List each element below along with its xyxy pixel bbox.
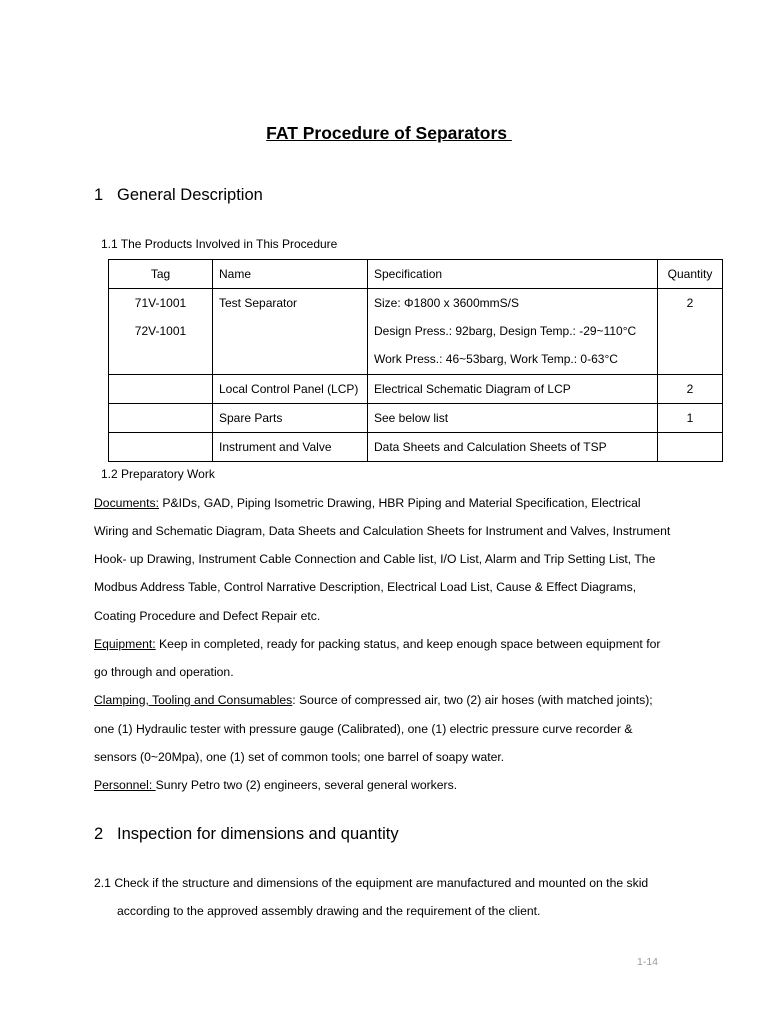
clamping-paragraph-line: one (1) Hydraulic tester with pressure gauge (Calibrated), one (1) electric pressure curve recorder & bbox=[94, 722, 633, 736]
clamping-paragraph-line: sensors (0~20Mpa), one (1) set of common tools; one barrel of soapy water. bbox=[94, 750, 505, 764]
documents-paragraph-line: Hook- up Drawing, Instrument Cable Connection and Cable list, I/O List, Alarm and Trip Setting List, The bbox=[94, 552, 656, 566]
name-value: Test Separator bbox=[219, 296, 298, 310]
table-header-row bbox=[109, 260, 723, 289]
section-title: Inspection for dimensions and quantity bbox=[117, 825, 399, 843]
subsection-1-2-heading: 1.2 Preparatory Work bbox=[101, 467, 215, 481]
header-quantity: Quantity bbox=[658, 260, 723, 289]
products-table bbox=[108, 259, 723, 462]
table-row bbox=[109, 433, 723, 462]
specification-cell bbox=[368, 289, 658, 375]
name-cell: Instrument and Valve bbox=[213, 433, 368, 462]
quantity-cell: 1 bbox=[658, 404, 723, 433]
equipment-text: Keep in completed, ready for packing status, and keep enough space between equipment for bbox=[155, 637, 661, 651]
subsection-2-1-line: according to the approved assembly drawing and the requirement of the client. bbox=[117, 904, 541, 918]
quantity-cell bbox=[658, 289, 723, 375]
equipment-paragraph-line: go through and operation. bbox=[94, 665, 234, 679]
documents-paragraph-line: Wiring and Schematic Diagram, Data Sheets and Calculation Sheets for Instrument and Valves, Instrument bbox=[94, 524, 671, 538]
section-title: General Description bbox=[117, 186, 263, 204]
tag-value: 71V-1001 bbox=[134, 296, 187, 310]
quantity-cell: 2 bbox=[658, 375, 723, 404]
equipment-label: Equipment: bbox=[94, 637, 156, 651]
header-tag: Tag bbox=[109, 260, 213, 289]
name-cell: Local Control Panel (LCP) bbox=[213, 375, 368, 404]
equipment-paragraph-line bbox=[94, 637, 660, 651]
document-title: FAT Procedure of Separators bbox=[266, 123, 512, 143]
section-number: 2 bbox=[94, 825, 104, 843]
header-specification: Specification bbox=[368, 260, 658, 289]
personnel-text: Sunry Petro two (2) engineers, several general workers. bbox=[155, 778, 458, 792]
subsection-1-1-heading: 1.1 The Products Involved in This Procedure bbox=[101, 237, 338, 251]
specification-line: Size: Φ1800 x 3600mmS/S bbox=[374, 296, 519, 310]
personnel-paragraph-line bbox=[94, 778, 457, 792]
page-number: 1-14 bbox=[637, 956, 659, 968]
name-cell: Spare Parts bbox=[213, 404, 368, 433]
section-2-heading bbox=[94, 825, 399, 844]
tag-value: 72V-1001 bbox=[134, 324, 187, 338]
documents-paragraph-line: Coating Procedure and Defect Repair etc. bbox=[94, 609, 321, 623]
table-row bbox=[109, 375, 723, 404]
documents-paragraph-line bbox=[94, 496, 641, 510]
section-1-heading bbox=[94, 186, 263, 205]
documents-label: Documents: bbox=[94, 496, 160, 510]
personnel-label: Personnel: bbox=[94, 778, 156, 792]
clamping-paragraph-line bbox=[94, 693, 653, 707]
specification-line: Work Press.: 46~53barg, Work Temp.: 0-63°C bbox=[374, 352, 618, 366]
clamping-text: : Source of compressed air, two (2) air hoses (with matched joints); bbox=[292, 693, 653, 707]
table-row bbox=[109, 289, 723, 375]
quantity-cell bbox=[658, 433, 723, 462]
specification-line: Design Press.: 92barg, Design Temp.: -29~110°C bbox=[374, 324, 637, 338]
documents-paragraph-line: Modbus Address Table, Control Narrative Description, Electrical Load List, Cause & Effect Diagrams, bbox=[94, 580, 637, 594]
tag-cell bbox=[109, 375, 213, 404]
specification-cell: Data Sheets and Calculation Sheets of TSP bbox=[368, 433, 658, 462]
subsection-2-1-line: 2.1 Check if the structure and dimensions of the equipment are manufactured and mounted on the skid bbox=[94, 876, 649, 890]
tag-cell bbox=[109, 433, 213, 462]
documents-text: P&IDs, GAD, Piping Isometric Drawing, HBR Piping and Material Specification, Electrical bbox=[159, 496, 641, 510]
table-row bbox=[109, 404, 723, 433]
clamping-label: Clamping, Tooling and Consumables bbox=[94, 693, 293, 707]
name-cell bbox=[213, 289, 368, 375]
tag-cell bbox=[109, 289, 213, 375]
quantity-value: 2 bbox=[686, 296, 694, 310]
specification-cell: Electrical Schematic Diagram of LCP bbox=[368, 375, 658, 404]
tag-cell bbox=[109, 404, 213, 433]
header-name: Name bbox=[213, 260, 368, 289]
section-number: 1 bbox=[94, 186, 104, 204]
specification-cell: See below list bbox=[368, 404, 658, 433]
